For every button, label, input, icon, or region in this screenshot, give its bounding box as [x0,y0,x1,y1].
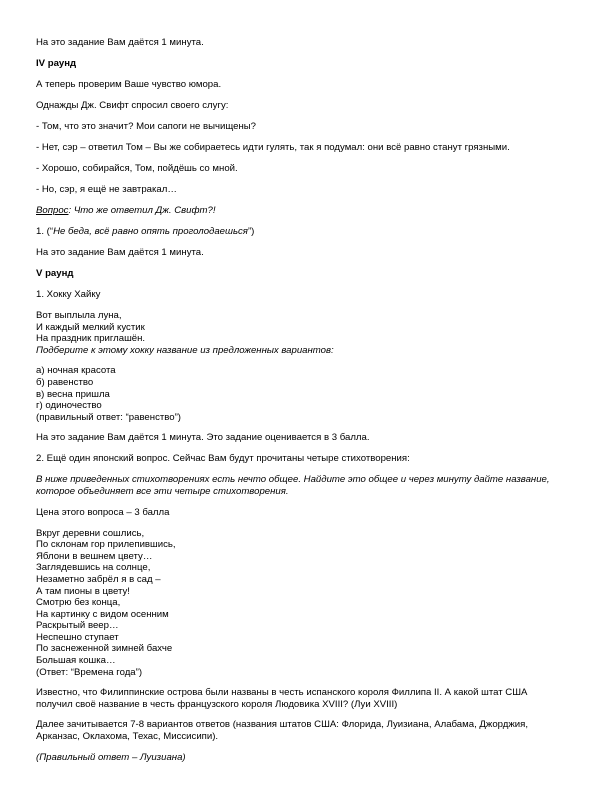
task-2-instructions [36,474,576,497]
instruction-line: В ниже приведенных стихотворениях есть нечто общее. Найдите это общее и через минуту дайте название, [36,474,550,486]
document-page [36,37,576,773]
time-note: На это задание Вам даётся 1 минута. Это задание оценивается в 3 балла. [36,432,370,444]
round-4-heading: IV раунд [36,58,77,69]
option-item: в) весна пришла [36,388,110,400]
dialog-line: - Но, сэр, я ещё не завтракал… [36,184,177,195]
poems-block [36,528,576,679]
intro-line: А теперь проверим Ваше чувство юмора. [36,79,222,90]
haiku-task: Подберите к этому хокку название из предложенных вариантов: [36,344,334,356]
poem-line: Незаметно забрёл я в сад – [36,573,161,585]
poem-line: Смотрю без конца, [36,597,121,609]
option-item: б) равенство [36,376,94,388]
instruction-line: которое объединяет все эти четыре стихотворения. [36,485,289,497]
haiku-line: На праздник приглашён. [36,333,146,345]
poems-answer: (Ответ: “Времена года”) [36,666,143,678]
task-1-title: 1. Хокку Хайку [36,289,101,300]
dialog-line: - Том, что это значит? Мои сапоги не вычищены? [36,121,257,132]
dialog-line: - Хорошо, собирайся, Том, пойдёшь со мной. [36,163,238,174]
haiku-line: Вот выплыла луна, [36,310,122,321]
option-item: г) одиночество [36,400,102,412]
poem-line: Яблони в вешнем цвету… [36,550,153,562]
options-block [36,365,576,423]
final-answer: (Правильный ответ – Луизиана) [36,751,186,763]
poem-line: По заснеженной зимней бахче [36,643,173,655]
poem-line: Большая кошка… [36,655,116,667]
states-options [36,719,576,742]
time-note: На это задание Вам даётся 1 минута. [36,247,204,258]
answer-line [36,226,576,238]
question-line [36,205,576,217]
question-text: : Что же ответил Дж. Свифт?! [68,205,216,216]
philippines-question [36,687,576,710]
answer-suffix: ”) [247,226,255,237]
question-line: Известно, что Филиппинские острова были названы в честь испанского короля Филлипа II. А какой штат США [36,687,528,699]
answer-prefix: 1. (“ [36,226,54,237]
poem-line: По склонам гор прилепившись, [36,539,176,551]
task-2-title: 2. Ещё один японский вопрос. Сейчас Вам будут прочитаны четыре стихотворения: [36,453,410,465]
poem-line: Раскрытый веер… [36,620,119,632]
states-line: Арканзас, Оклахома, Техас, Миссисипи). [36,731,219,743]
answer-text: Не беда, всё равно опять проголодаешься [53,226,248,237]
question-label: Вопрос [36,205,69,216]
states-line: Далее зачитывается 7-8 вариантов ответов (названия штатов США: Флорида, Луизиана, Алабама, Джорджия, [36,719,529,731]
option-answer: (правильный ответ: “равенство”) [36,411,181,423]
time-note: На это задание Вам даётся 1 минута. [36,37,204,48]
round-5-heading: V раунд [36,268,74,279]
dialog-line: Однажды Дж. Свифт спросил своего слугу: [36,100,229,111]
poem-line: Вкруг деревни сошлись, [36,527,145,539]
haiku-line: И каждый мелкий кустик [36,321,145,333]
poem-line: Неспешно ступает [36,631,119,643]
dialog-line: - Нет, сэр – ответил Том – Вы же собираетесь идти гулять, так я подумал: они всё равно станут грязными. [36,142,510,153]
price-note: Цена этого вопроса – 3 балла [36,506,170,518]
question-line: получил своё название в честь французского короля Людовика XVIII? (Луи XVIII) [36,698,398,710]
poem-line: А там пионы в цвету! [36,585,130,597]
haiku-block [36,310,576,356]
poem-line: На картинку с видом осенним [36,608,169,620]
option-item: а) ночная красота [36,365,116,377]
poem-line: Заглядевшись на солнце, [36,562,151,574]
